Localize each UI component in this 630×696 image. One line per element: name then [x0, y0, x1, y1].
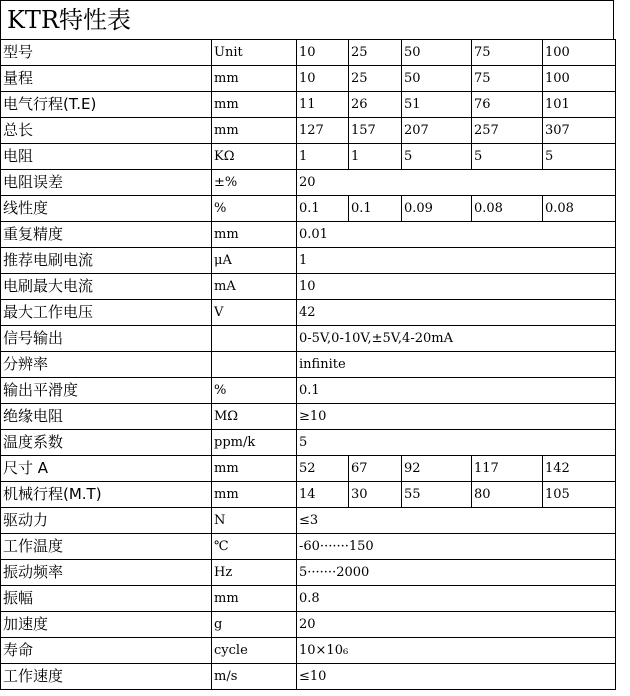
param-name-cell: 振动频率 — [1, 560, 212, 586]
table-row — [1, 612, 616, 638]
param-name-cell: 加速度 — [1, 612, 212, 638]
value-cell: 5 — [297, 430, 616, 456]
value-cell: infinite — [297, 352, 616, 378]
value-cell: 50 — [402, 40, 472, 66]
value-cell: 76 — [472, 92, 543, 118]
unit-cell: mm — [212, 118, 297, 144]
table-row — [1, 222, 616, 248]
value-cell: 75 — [472, 66, 543, 92]
value-cell: 50 — [402, 66, 472, 92]
table-row — [1, 352, 616, 378]
value-cell: 26 — [349, 92, 402, 118]
param-name-cell: 电刷最大电流 — [1, 274, 212, 300]
table-title: KTR特性表 — [0, 0, 614, 40]
value-cell: 117 — [472, 456, 543, 482]
table-row — [1, 430, 616, 456]
table-row — [1, 664, 616, 690]
value-cell: 0-5V,0-10V,±5V,4-20mA — [297, 326, 616, 352]
table-row — [1, 170, 616, 196]
table-row — [1, 92, 616, 118]
param-name-cell: 温度系数 — [1, 430, 212, 456]
unit-cell — [212, 352, 297, 378]
value-cell: ≥10 — [297, 404, 616, 430]
param-name-cell: 驱动力 — [1, 508, 212, 534]
param-name-cell: 信号输出 — [1, 326, 212, 352]
value-cell: 67 — [349, 456, 402, 482]
table-row — [1, 508, 616, 534]
unit-cell: mm — [212, 586, 297, 612]
value-cell: 10 — [297, 274, 616, 300]
table-row — [1, 40, 616, 66]
value-cell: 0.1 — [297, 378, 616, 404]
table-row — [1, 196, 616, 222]
value-cell: 10 — [297, 40, 349, 66]
table-row — [1, 586, 616, 612]
table-row — [1, 144, 616, 170]
param-name-cell: 工作温度 — [1, 534, 212, 560]
value-cell: 0.1 — [297, 196, 349, 222]
unit-cell: ppm/k — [212, 430, 297, 456]
param-name-cell: 总长 — [1, 118, 212, 144]
value-cell: 1 — [349, 144, 402, 170]
unit-cell: μA — [212, 248, 297, 274]
param-name-cell: 寿命 — [1, 638, 212, 664]
value-cell: 25 — [349, 40, 402, 66]
table-row — [1, 300, 616, 326]
value-cell: 0.08 — [472, 196, 543, 222]
table-row — [1, 560, 616, 586]
table-row — [1, 534, 616, 560]
value-cell: 0.08 — [543, 196, 616, 222]
value-cell: 55 — [402, 482, 472, 508]
value-cell: 0.1 — [349, 196, 402, 222]
value-cell: 14 — [297, 482, 349, 508]
unit-cell: mm — [212, 66, 297, 92]
unit-cell: Hz — [212, 560, 297, 586]
value-cell: 0.8 — [297, 586, 616, 612]
value-cell: 5·······2000 — [297, 560, 616, 586]
value-cell: 11 — [297, 92, 349, 118]
unit-cell: MΩ — [212, 404, 297, 430]
table-row — [1, 378, 616, 404]
param-name-cell: 绝缘电阻 — [1, 404, 212, 430]
param-name-cell: 机械行程(M.T) — [1, 482, 212, 508]
param-name-cell: 线性度 — [1, 196, 212, 222]
value-cell: 10 — [297, 66, 349, 92]
unit-cell: Unit — [212, 40, 297, 66]
param-name-cell: 电气行程(T.E) — [1, 92, 212, 118]
value-cell: 5 — [472, 144, 543, 170]
param-name-cell: 型号 — [1, 40, 212, 66]
table-row — [1, 118, 616, 144]
param-name-cell: 推荐电刷电流 — [1, 248, 212, 274]
value-cell: 5 — [543, 144, 616, 170]
value-cell: 1 — [297, 248, 616, 274]
value-cell: 30 — [349, 482, 402, 508]
table-row — [1, 326, 616, 352]
table-row — [1, 456, 616, 482]
param-name-cell: 输出平滑度 — [1, 378, 212, 404]
unit-cell: mm — [212, 482, 297, 508]
spec-table-body — [1, 40, 616, 690]
param-name-cell: 电阻 — [1, 144, 212, 170]
value-cell: 10×10₆ — [297, 638, 616, 664]
unit-cell: ±% — [212, 170, 297, 196]
table-row — [1, 482, 616, 508]
value-cell: 100 — [543, 66, 616, 92]
param-name-cell: 量程 — [1, 66, 212, 92]
table-row — [1, 274, 616, 300]
value-cell: 75 — [472, 40, 543, 66]
value-cell: 5 — [402, 144, 472, 170]
unit-cell — [212, 326, 297, 352]
unit-cell: mA — [212, 274, 297, 300]
value-cell: ≤3 — [297, 508, 616, 534]
value-cell: 142 — [543, 456, 616, 482]
unit-cell: cycle — [212, 638, 297, 664]
param-name-cell: 最大工作电压 — [1, 300, 212, 326]
unit-cell: % — [212, 196, 297, 222]
unit-cell: mm — [212, 222, 297, 248]
unit-cell: KΩ — [212, 144, 297, 170]
value-cell: 51 — [402, 92, 472, 118]
value-cell: 42 — [297, 300, 616, 326]
unit-cell: V — [212, 300, 297, 326]
param-name-cell: 重复精度 — [1, 222, 212, 248]
param-name-cell: 分辨率 — [1, 352, 212, 378]
table-row — [1, 248, 616, 274]
unit-cell: g — [212, 612, 297, 638]
value-cell: 20 — [297, 612, 616, 638]
table-row — [1, 638, 616, 664]
value-cell: 92 — [402, 456, 472, 482]
unit-cell: mm — [212, 92, 297, 118]
value-cell: -60·······150 — [297, 534, 616, 560]
unit-cell: N — [212, 508, 297, 534]
value-cell: 0.01 — [297, 222, 616, 248]
value-cell: 127 — [297, 118, 349, 144]
value-cell: 25 — [349, 66, 402, 92]
unit-cell: % — [212, 378, 297, 404]
value-cell: 1 — [297, 144, 349, 170]
value-cell: 307 — [543, 118, 616, 144]
param-name-cell: 振幅 — [1, 586, 212, 612]
value-cell: 157 — [349, 118, 402, 144]
value-cell: 80 — [472, 482, 543, 508]
unit-cell: mm — [212, 456, 297, 482]
param-name-cell: 尺寸 A — [1, 456, 212, 482]
table-row — [1, 404, 616, 430]
value-cell: 52 — [297, 456, 349, 482]
value-cell: 207 — [402, 118, 472, 144]
table-row — [1, 66, 616, 92]
param-name-cell: 工作速度 — [1, 664, 212, 690]
param-name-cell: 电阻误差 — [1, 170, 212, 196]
value-cell: 20 — [297, 170, 616, 196]
value-cell: 105 — [543, 482, 616, 508]
value-cell: 100 — [543, 40, 616, 66]
value-cell: ≤10 — [297, 664, 616, 690]
value-cell: 101 — [543, 92, 616, 118]
value-cell: 0.09 — [402, 196, 472, 222]
unit-cell: ℃ — [212, 534, 297, 560]
unit-cell: m/s — [212, 664, 297, 690]
spec-table — [0, 39, 616, 690]
value-cell: 257 — [472, 118, 543, 144]
